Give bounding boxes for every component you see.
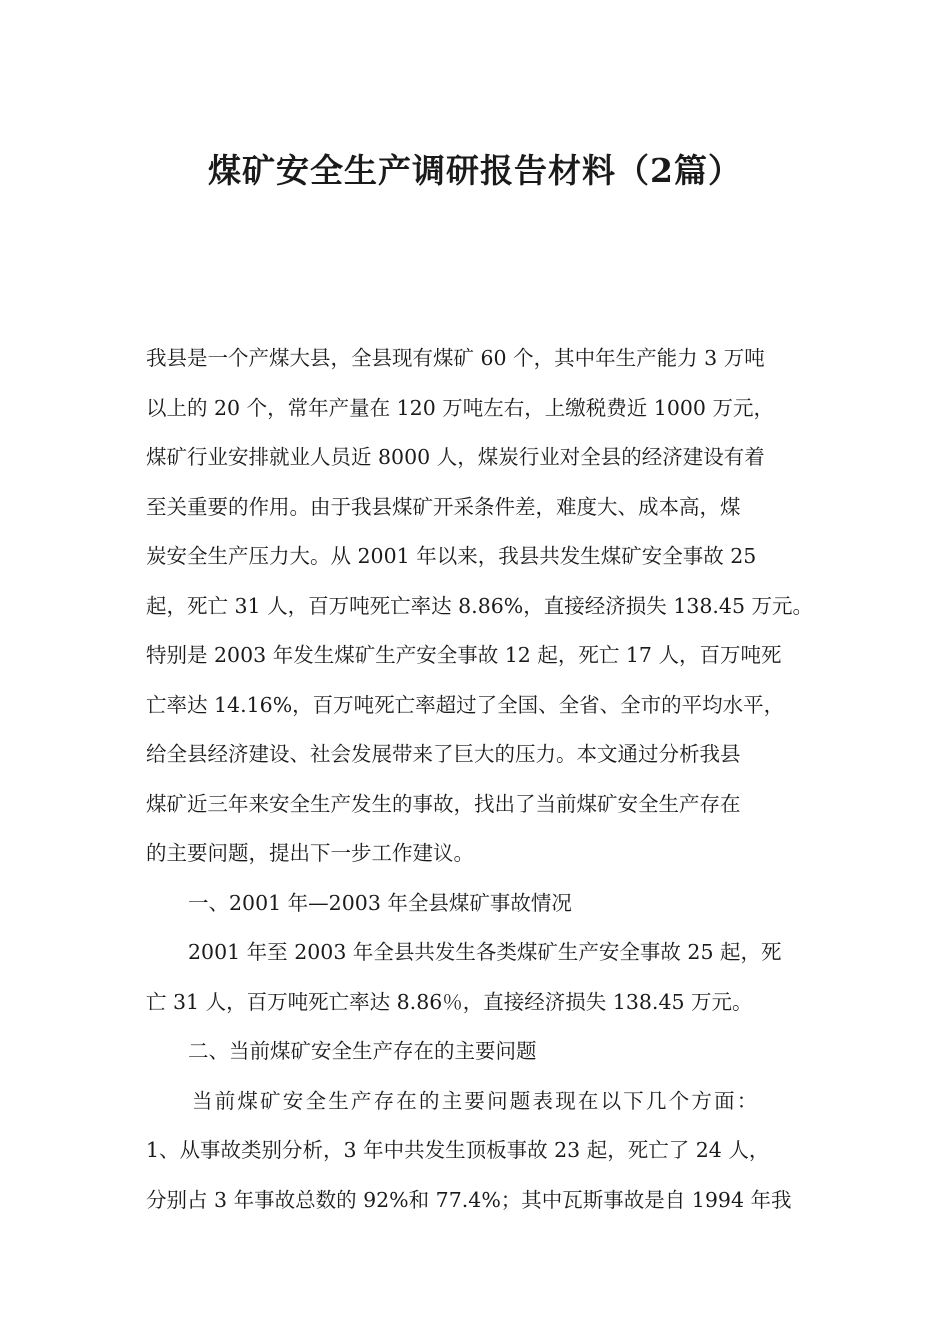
body-line: 煤矿行业安排就业人员近 8000 人，煤炭行业对全县的经济建设有着 — [146, 445, 765, 469]
body-line: 特别是 2003 年发生煤矿生产安全事故 12 起，死亡 17 人，百万吨死 — [146, 643, 782, 667]
body-line: 我县是一个产煤大县，全县现有煤矿 60 个，其中年生产能力 3 万吨 — [146, 346, 765, 370]
body-line: 至关重要的作用。由于我县煤矿开采条件差，难度大、成本高，煤 — [146, 494, 741, 519]
document-title: 煤矿安全生产调研报告材料（2篇） — [208, 151, 742, 190]
body-line: 以上的 20 个，常年产量在 120 万吨左右，上缴税费近 1000 万元， — [146, 395, 774, 420]
body-line: 1、从事故类别分析，3 年中共发生顶板事故 23 起，死亡了 24 人， — [146, 1138, 770, 1162]
section-heading: 一、2001 年—2003 年全县煤矿事故情况 — [188, 890, 572, 915]
document-body — [146, 334, 814, 1225]
body-line: 2001 年至 2003 年全县共发生各类煤矿生产安全事故 25 起，死 — [188, 940, 782, 964]
body-line: 给全县经济建设、社会发展带来了巨大的压力。本文通过分析我县 — [146, 742, 741, 766]
section-heading: 二、当前煤矿安全生产存在的主要问题 — [188, 1039, 537, 1063]
body-line: 起，死亡 31 人，百万吨死亡率达 8.86%，直接经济损失 138.45 万元。 — [146, 593, 814, 618]
body-line: 煤矿近三年来安全生产发生的事故，找出了当前煤矿安全生产存在 — [146, 791, 741, 816]
body-line: 的主要问题，提出下一步工作建议。 — [146, 841, 474, 865]
body-line: 当前煤矿安全生产存在的主要问题表现在以下几个方面： — [192, 1088, 760, 1113]
body-line: 炭安全生产压力大。从 2001 年以来，我县共发生煤矿安全事故 25 — [146, 544, 757, 568]
body-line: 亡率达 14.16%，百万吨死亡率超过了全国、全省、全市的平均水平， — [146, 692, 785, 717]
body-line: 分别占 3 年事故总数的 92%和 77.4%；其中瓦斯事故是自 1994 年我 — [146, 1187, 792, 1212]
body-line: 亡 31 人，百万吨死亡率达 8.86％，直接经济损失 138.45 万元。 — [146, 989, 753, 1014]
